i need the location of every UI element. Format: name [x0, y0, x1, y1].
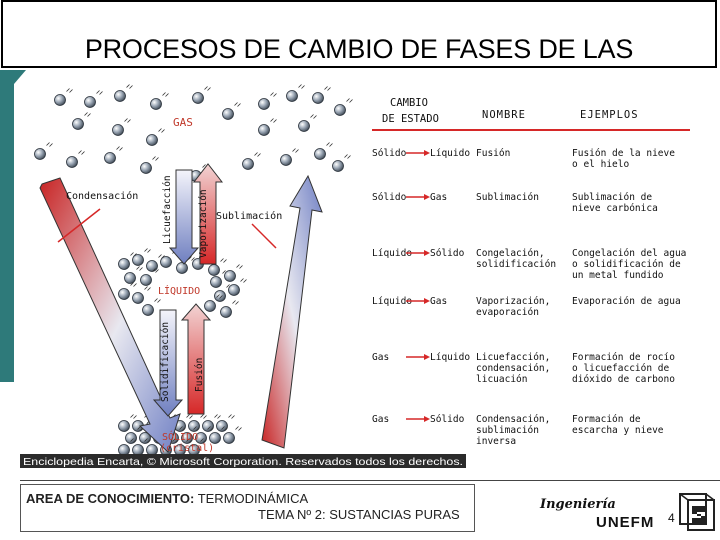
liquid-molecule	[205, 301, 216, 312]
solid-molecule	[224, 433, 235, 444]
logo-unefm: UNEFM	[596, 514, 655, 531]
title-box	[1, 0, 717, 68]
liquid-molecule	[141, 275, 152, 286]
motion-mark	[205, 87, 211, 91]
liquid-molecule	[133, 255, 144, 266]
gas-molecule	[243, 159, 254, 170]
row-ejemplo: Formación de rocío	[572, 352, 675, 363]
liquid-molecule	[119, 259, 130, 270]
condensacion-arrow	[40, 178, 180, 452]
motion-mark	[163, 93, 169, 97]
liquid-molecule	[147, 261, 158, 272]
motion-mark	[79, 151, 85, 155]
solido-label: SÓLIDO	[162, 432, 199, 443]
table-row	[372, 352, 675, 385]
liquid-molecule	[177, 263, 188, 274]
gas-molecule	[73, 119, 84, 130]
table-rows	[372, 148, 686, 447]
motion-mark	[229, 415, 235, 419]
unefm-emblem-icon	[678, 490, 718, 534]
liquid-molecule	[211, 277, 222, 288]
row-to-state: Líquido	[430, 148, 471, 159]
motion-mark	[145, 249, 151, 253]
motion-mark	[117, 147, 123, 151]
row-from-state: Líquido	[372, 248, 413, 259]
table-row	[372, 296, 681, 318]
motion-mark	[215, 415, 221, 419]
row-ejemplo: o solidificación de	[572, 259, 681, 270]
gas-molecule	[105, 153, 116, 164]
liquid-molecule	[125, 273, 136, 284]
row-ejemplo: o licuefacción de	[572, 363, 670, 374]
motion-mark	[327, 143, 333, 147]
row-nombre: condensación,	[476, 363, 551, 374]
solid-molecule	[119, 445, 130, 456]
gas-molecule	[281, 155, 292, 166]
motion-mark	[47, 143, 53, 147]
row-from-state: Sólido	[372, 148, 407, 159]
cristal-label: (cristal)	[160, 443, 215, 454]
footer-rule	[20, 480, 720, 481]
licuefaccion-arrow	[170, 170, 198, 264]
gas-molecule	[287, 91, 298, 102]
decorative-side-bar-corner	[14, 70, 26, 84]
motion-mark	[187, 415, 193, 419]
gas-molecule	[147, 135, 158, 146]
liquid-molecule	[143, 305, 154, 316]
row-nombre: licuación	[476, 374, 528, 385]
gas-molecule	[67, 157, 78, 168]
gas-molecule	[259, 125, 270, 136]
area-value: TERMODINÁMICA	[197, 491, 309, 506]
row-ejemplo: escarcha y nieve	[572, 425, 664, 436]
row-nombre: Condensación,	[476, 414, 551, 425]
gas-molecule	[223, 109, 234, 120]
row-nombre: Congelación,	[476, 248, 545, 259]
motion-mark	[271, 119, 277, 123]
sublimacion-label: Sublimación	[216, 211, 283, 222]
row-from-state: Sólido	[372, 192, 407, 203]
gas-molecule	[193, 93, 204, 104]
licuefaccion-label: Licuefacción	[162, 175, 173, 244]
row-nombre: Vaporización,	[476, 296, 551, 307]
motion-mark	[241, 279, 247, 283]
solid-molecule	[126, 433, 137, 444]
row-nombre: sublimación	[476, 425, 539, 436]
row-ejemplo: Sublimación de	[572, 192, 653, 203]
motion-mark	[97, 91, 103, 95]
fusion-label: Fusión	[194, 357, 205, 392]
liquid-molecule	[229, 285, 240, 296]
solid-molecule	[189, 421, 200, 432]
gas-molecule	[313, 93, 324, 104]
gas-molecule	[259, 99, 270, 110]
solidificacion-label: Solidificación	[160, 321, 171, 402]
page-number: 4	[668, 511, 675, 525]
motion-mark	[311, 115, 317, 119]
row-nombre: Fusión	[476, 148, 511, 159]
row-ejemplo: o el hielo	[572, 159, 630, 170]
motion-mark	[221, 259, 227, 263]
gas-molecule	[335, 105, 346, 116]
solid-molecule	[217, 421, 228, 432]
solid-molecule	[210, 433, 221, 444]
gas-label: GAS	[173, 116, 193, 129]
row-ejemplo: Congelación del agua	[572, 248, 687, 259]
row-from-state: Gas	[372, 352, 390, 363]
decorative-side-bar	[0, 70, 14, 382]
row-from-state: Gas	[372, 414, 390, 425]
header-cambio-line2: DE ESTADO	[382, 113, 439, 125]
row-to-state: Sólido	[430, 414, 465, 425]
row-to-state: Líquido	[430, 352, 471, 363]
tema-label: TEMA Nº 2: SUSTANCIAS PURAS	[258, 507, 460, 522]
row-to-state: Gas	[430, 296, 448, 307]
motion-mark	[236, 427, 242, 431]
liquid-molecule	[209, 265, 220, 276]
motion-mark	[293, 149, 299, 153]
liquid-molecule	[119, 289, 130, 300]
row-ejemplo: nieve carbónica	[572, 203, 658, 214]
motion-mark	[299, 85, 305, 89]
gas-molecules	[35, 85, 353, 182]
sublimacion-pointer	[252, 224, 276, 248]
solid-molecule	[203, 421, 214, 432]
condensacion-label: Condensación	[66, 191, 139, 202]
gas-molecule	[333, 161, 344, 172]
row-from-state: Líquido	[372, 296, 413, 307]
gas-molecule	[151, 99, 162, 110]
liquido-label: LÍQUIDO	[158, 286, 201, 297]
row-ejemplo: Formación de	[572, 414, 641, 425]
unefm-logo	[536, 494, 660, 534]
table-row	[372, 148, 675, 170]
motion-mark	[237, 265, 243, 269]
motion-mark	[155, 299, 161, 303]
gas-molecule	[55, 95, 66, 106]
header-ejemplos: EJEMPLOS	[580, 109, 639, 121]
motion-mark	[137, 267, 143, 271]
gas-molecule	[85, 97, 96, 108]
row-ejemplo: dióxido de carbono	[572, 374, 675, 385]
motion-mark	[201, 415, 207, 419]
row-ejemplo: un metal fundido	[572, 270, 664, 281]
row-nombre: inversa	[476, 436, 517, 447]
solid-molecule	[119, 421, 130, 432]
row-ejemplo: Evaporación de agua	[572, 296, 681, 307]
gas-molecule	[141, 163, 152, 174]
table-row	[372, 192, 658, 214]
motion-mark	[153, 157, 159, 161]
area-label: AREA DE CONOCIMIENTO:	[26, 491, 195, 506]
motion-mark	[131, 415, 137, 419]
header-nombre: NOMBRE	[482, 109, 526, 121]
phase-change-table	[368, 92, 690, 450]
row-nombre: Licuefacción,	[476, 352, 551, 363]
gas-molecule	[315, 149, 326, 160]
motion-mark	[233, 301, 239, 305]
credit-text: Enciclopedia Encarta, © Microsoft Corporation. Reservados todos los derechos.	[23, 457, 463, 468]
logo-ingenieria: Ingeniería	[540, 497, 616, 512]
row-nombre: evaporación	[476, 307, 539, 318]
table-row	[372, 248, 686, 281]
motion-mark	[271, 93, 277, 97]
liquid-molecule	[161, 257, 172, 268]
motion-mark	[125, 119, 131, 123]
solid-molecule	[147, 445, 158, 456]
liquid-molecule	[221, 307, 232, 318]
gas-molecule	[113, 125, 124, 136]
motion-mark	[85, 113, 91, 117]
motion-mark	[127, 85, 133, 89]
motion-mark	[67, 89, 73, 93]
row-nombre: Sublimación	[476, 192, 539, 203]
motion-mark	[235, 103, 241, 107]
slide-title: PROCESOS DE CAMBIO DE FASES DE LAS	[84, 34, 634, 64]
row-nombre: solidificación	[476, 259, 557, 270]
solid-molecule	[133, 445, 144, 456]
area-line	[26, 491, 308, 506]
vaporizacion-label: Vaporización	[198, 189, 209, 258]
gas-molecule	[35, 149, 46, 160]
motion-mark	[255, 153, 261, 157]
row-to-state: Sólido	[430, 248, 465, 259]
gas-molecule	[299, 121, 310, 132]
row-to-state: Gas	[430, 192, 448, 203]
liquid-molecule	[225, 271, 236, 282]
liquid-molecule	[215, 291, 226, 302]
motion-mark	[347, 99, 353, 103]
row-ejemplo: Fusión de la nieve	[572, 148, 675, 159]
motion-mark	[159, 129, 165, 133]
gas-molecule	[115, 91, 126, 102]
header-cambio-line1: CAMBIO	[390, 97, 428, 109]
motion-mark	[325, 87, 331, 91]
motion-mark	[145, 287, 151, 291]
table-row	[372, 414, 664, 447]
motion-mark	[345, 155, 351, 159]
liquid-molecule	[133, 293, 144, 304]
